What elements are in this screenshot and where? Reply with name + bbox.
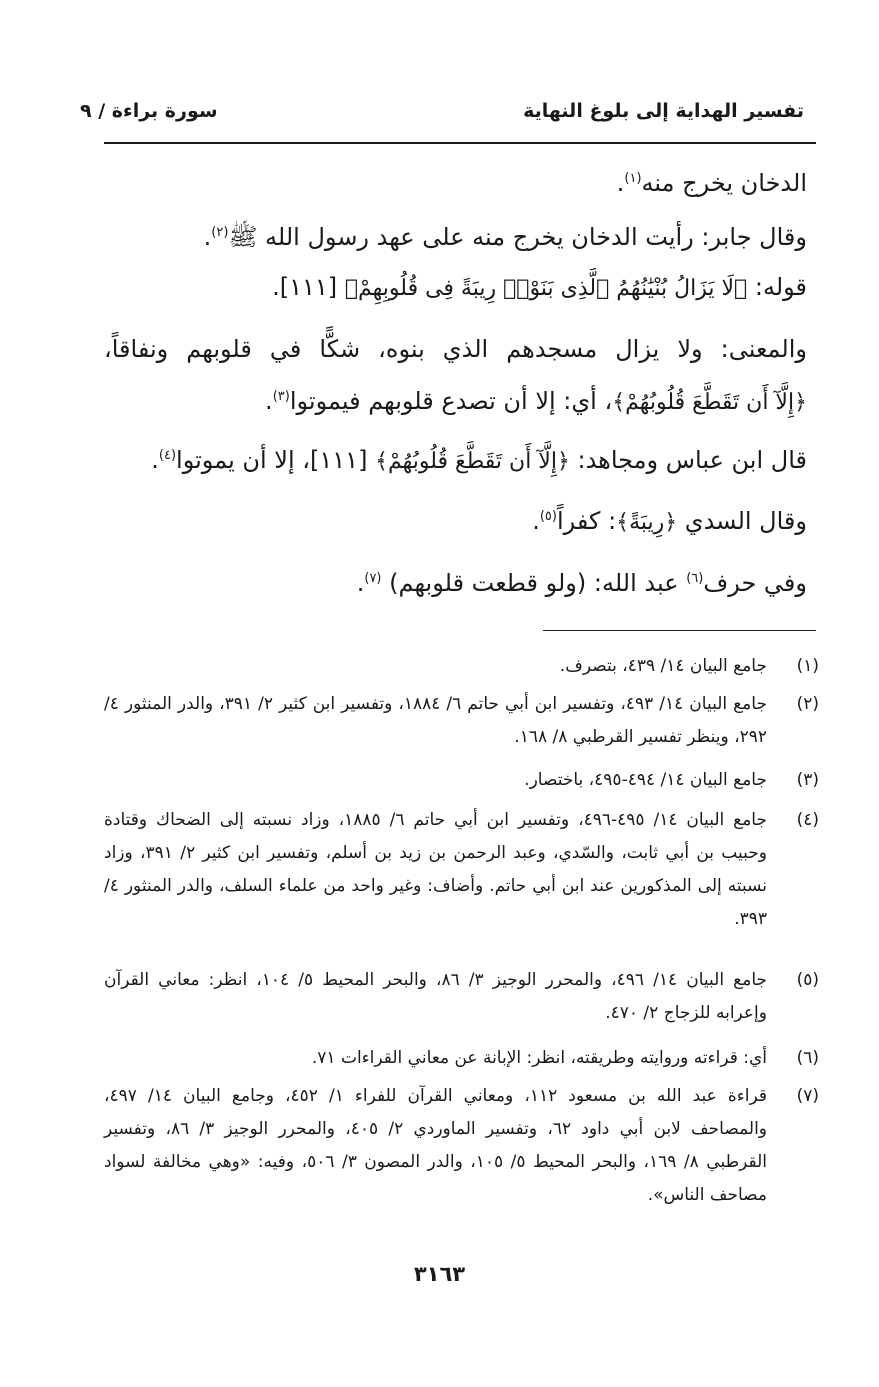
body-line-7: وقال السدي ﴿رِيبَةً﴾: كفراً$^{(٥)}$. xyxy=(532,507,807,535)
body-text: قال ابن عباس ومجاهد: xyxy=(577,446,807,474)
footnote-text: أي: قراءته وروايته وطريقته، انظر: الإبانة عن معاني القراءات ٧١. xyxy=(311,1048,767,1068)
body-text: وفي حرف xyxy=(703,569,807,597)
footnote-text: قراءة عبد الله بن مسعود ١١٢، ومعاني القرآن للفراء ١/ ٤٥٢، وجامع البيان ١٤/ ٤٩٧، والمصاحف لابن أبي داود ٦٢، وتفسير الماوردي ٢/ ٤٠٥، والمحرر الوجيز ٣/ ٨٦، وتفسير القرطبي ٨/ ١٦٩، والبحر المحيط ٥/ ١٠٥، والدر المصون ٣/ ٥٠٦، وفيه: «وهي مخالفة لسواد مصاحف الناس». xyxy=(104,1086,768,1205)
footnote-text: جامع البيان ١٤/ ٤٩٥-٤٩٦، وتفسير ابن أبي حاتم ٦/ ١٨٨٥، وزاد نسبته إلى الضحاك وقتادة وحبيب بن أبي ثابت، والسّدي، وعبد الرحمن بن زيد بن أسلم، وتفسير ابن كثير ٢/ ٣٩١، وزاد نسبته إلى المذكورين عند ابن أبي حاتم. وأضاف: وغير واحد من علماء السلف، والدر المنثور ٤/ ٣٩٣. xyxy=(104,810,767,929)
body-line-4 xyxy=(104,332,807,366)
page-number: ٣١٦٣ xyxy=(413,1262,466,1286)
body-text: ، أي: إلا أن تصدع قلوبهم فيموتوا xyxy=(289,387,613,415)
footnote-ref: (٣) xyxy=(272,389,290,404)
body-line-5: ﴿إِلَّآ أَن تَقَطَّعَ قُلُوبُهُمْ﴾، أي: إلا أن تصدع قلوبهم فيموتوا$^{(٣)}$. xyxy=(265,387,807,415)
footnote-number: (١) xyxy=(796,656,819,676)
body-text: عبد الله: (ولو قطعت قلوبهم) xyxy=(389,569,679,597)
book-title: تفسير الهداية إلى بلوغ النهاية xyxy=(523,100,804,122)
body-text: [١١١]، إلا أن يموتوا xyxy=(176,446,368,474)
footnote xyxy=(104,804,819,936)
footnote-ref: (٦) xyxy=(686,571,704,586)
body-text: وقال السدي xyxy=(684,507,807,535)
body-text: والمعنى: ولا يزال مسجدهم الذي بنوه، شكًّا في قلوبهم ونفاقاً، xyxy=(104,335,807,363)
body-line-3 xyxy=(104,270,807,306)
body-line-6: قال ابن عباس ومجاهد: ﴿إِلَّآ أَن تَقَطَّعَ قُلُوبُهُمْ﴾ [١١١]، إلا أن يموتوا$^{(٤)}$. xyxy=(151,446,807,474)
footnote xyxy=(104,688,819,754)
quran-verse: ﴿لَا يَزَالُ بُنْيَٰنُهُمُ ٱلَّذِى بَنَوْا۟ رِيبَةً فِى قُلُوبِهِمْ﴾ xyxy=(344,276,748,301)
body-text: قوله: xyxy=(754,273,807,301)
verse-number: [١١١]. xyxy=(272,273,338,301)
footnote-number: (٥) xyxy=(796,970,819,990)
footnote-number: (٢) xyxy=(796,694,819,714)
footnote-number: (٧) xyxy=(796,1086,819,1106)
footnote xyxy=(104,1042,819,1075)
quran-verse: ﴿إِلَّآ أَن تَقَطَّعَ قُلُوبُهُمْ﴾ xyxy=(375,449,570,474)
footnote-text: جامع البيان ١٤/ ٤٩٤-٤٩٥، باختصار. xyxy=(524,770,767,790)
footnote-text: جامع البيان ١٤/ ٤٩٣، وتفسير ابن أبي حاتم ٦/ ١٨٨٤، وتفسير ابن كثير ٢/ ٣٩١، والدر المنثور ٤/ ٢٩٢، وينظر تفسير القرطبي ٨/ ١٦٨. xyxy=(104,694,767,747)
body-line-8: وفي حرف$^{(٦)}$ عبد الله: (ولو قطعت قلوبهم) $^{(٧)}$. xyxy=(356,569,807,597)
body-text: الدخان يخرج منه xyxy=(641,169,807,197)
quran-word: ﴿رِيبَةً﴾ xyxy=(616,510,678,535)
body-line-1: الدخان يخرج منه$^{(١)}$. xyxy=(616,169,807,197)
footnote-ref: (١) xyxy=(624,171,642,186)
surah-label: سورة براءة / ٩ xyxy=(80,100,218,122)
footnote xyxy=(104,1080,819,1212)
footnote-ref: (٧) xyxy=(364,571,382,586)
footnote-ref: (٥) xyxy=(539,509,557,524)
footnote xyxy=(104,764,819,797)
footnote xyxy=(104,964,819,1030)
footnote-ref: (٤) xyxy=(158,448,177,463)
footnote xyxy=(104,650,819,683)
footnote-number: (٣) xyxy=(796,770,819,790)
footnote-text: جامع البيان ١٤/ ٤٩٦، والمحرر الوجيز ٣/ ٨٦، والبحر المحيط ٥/ ١٠٤، انظر: معاني القرآن وإعرابه للزجاج ٢/ ٤٧٠. xyxy=(104,970,768,1023)
quran-verse: ﴿إِلَّآ أَن تَقَطَّعَ قُلُوبُهُمْ﴾ xyxy=(612,390,807,415)
header-rule xyxy=(104,142,816,144)
footnote-text: جامع البيان ١٤/ ٤٣٩، بتصرف. xyxy=(559,656,767,676)
footnote-number: (٦) xyxy=(796,1048,819,1068)
body-line-2: وقال جابر: رأيت الدخان يخرج منه على عهد رسول الله ﷺ$^{(٢)}$. xyxy=(203,223,807,251)
footnote-ref: (٢) xyxy=(211,225,229,240)
footnote-separator xyxy=(543,630,816,631)
body-text: : كفراً xyxy=(556,507,617,535)
footnote-number: (٤) xyxy=(796,810,819,830)
body-text: وقال جابر: رأيت الدخان يخرج منه على عهد رسول الله ﷺ xyxy=(228,223,807,251)
